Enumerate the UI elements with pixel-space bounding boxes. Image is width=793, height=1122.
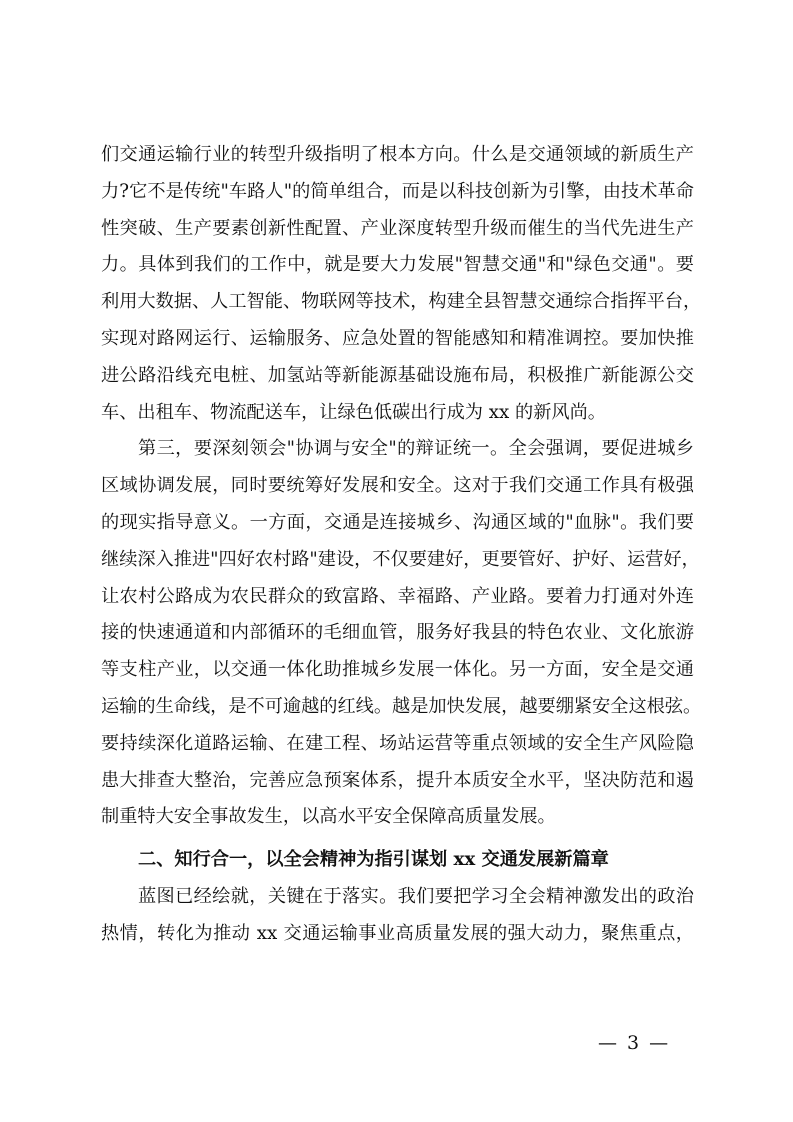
text-line: 接的快速通道和内部循环的毛细血管，服务好我县的特色农业、文化旅游 <box>101 622 694 644</box>
text-line: 车、出租车、物流配送车，让绿色低碳出行成为 xx 的新风尚。 <box>101 401 606 423</box>
text-line: 继续深入推进"四好农村路"建设，不仅要建好，更要管好、护好、运营好， <box>101 548 700 570</box>
text-line: 蓝图已经绘就，关键在于落实。我们要把学习全会精神激发出的政治 <box>138 886 694 908</box>
text-line: 患大排查大整治，完善应急预案体系，提升本质安全水平，坚决防范和遏 <box>101 769 694 791</box>
text-line: 进公路沿线充电桩、加氢站等新能源基础设施布局，积极推广新能源公交 <box>101 364 694 386</box>
section-heading: 二、知行合一，以全会精神为指引谋划 xx 交通发展新篇章 <box>138 849 609 871</box>
text-line: 实现对路网运行、运输服务、应急处置的智能感知和精准调控。要加快推 <box>101 327 694 349</box>
text-line: 区域协调发展，同时要统筹好发展和安全。这对于我们交通工作具有极强 <box>101 475 694 497</box>
text-line: 热情，转化为推动 xx 交通运输事业高质量发展的强大动力，聚焦重点， <box>101 922 694 944</box>
text-line: 的现实指导意义。一方面，交通是连接城乡、沟通区域的"血脉"。我们要 <box>101 511 694 533</box>
text-line: 让农村公路成为农民群众的致富路、幸福路、产业路。要着力打通对外连 <box>101 585 694 607</box>
text-line: 们交通运输行业的转型升级指明了根本方向。什么是交通领域的新质生产 <box>101 144 694 165</box>
text-line: 力?它不是传统"车路人"的简单组合，而是以科技创新为引擎，由技术革命 <box>101 180 694 202</box>
text-line: 制重特大安全事故发生，以高水平安全保障高质量发展。 <box>101 806 556 828</box>
text-line: 要持续深化道路运输、在建工程、场站运营等重点领域的安全生产风险隐 <box>101 732 694 754</box>
document-body <box>101 137 702 953</box>
text-line: 力。具体到我们的工作中，就是要大力发展"智慧交通"和"绿色交通"。要 <box>101 254 694 276</box>
text-line: 性突破、生产要素创新性配置、产业深度转型升级而催生的当代先进生产 <box>101 217 694 239</box>
text-line: 运输的生命线，是不可逾越的红线。越是加快发展，越要绷紧安全这根弦。 <box>101 695 702 717</box>
page-number: — 3 — <box>598 1032 671 1054</box>
text-line: 等支柱产业，以交通一体化助推城乡发展一体化。另一方面，安全是交通 <box>101 659 694 681</box>
text-line: 第三，要深刻领会"协调与安全"的辩证统一。全会强调，要促进城乡 <box>138 438 694 460</box>
text-line: 利用大数据、人工智能、物联网等技术，构建全县智慧交通综合指挥平台， <box>101 291 702 313</box>
